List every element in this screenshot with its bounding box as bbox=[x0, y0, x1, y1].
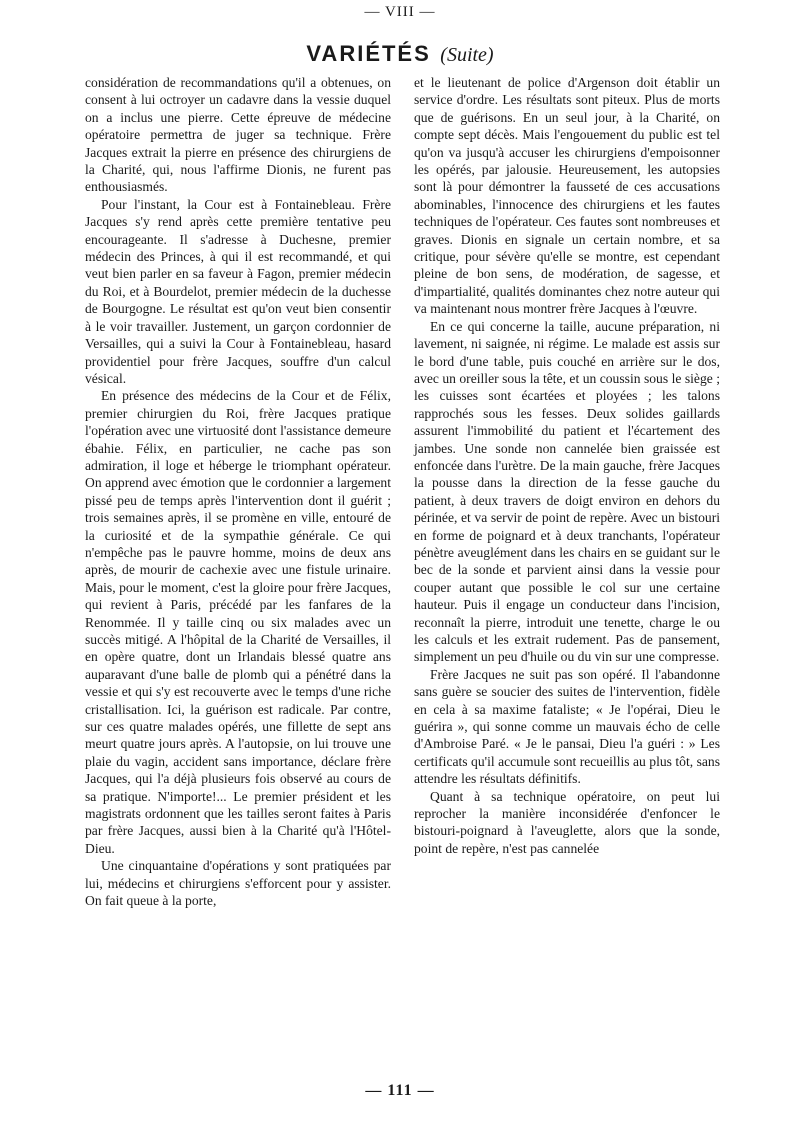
section-title bbox=[0, 42, 800, 67]
section-suite: (Suite) bbox=[440, 44, 494, 66]
paragraph: considération de recommandations qu'il a obtenues, on consent à lui octroyer un cadavre dans la vessie duquel on a inclus une pierre. Cette épreuve de médecine opératoire permettra de juger sa technique. Frère Jacques extrait la pierre en présence des chirurgiens de la Charité, qui, nous l'affirme Dionis, ne furent pas enthousiasmés. bbox=[85, 75, 391, 195]
paragraph: En présence des médecins de la Cour et de Félix, premier chirurgien du Roi, frère Jacques pratique l'opération avec une virtuosité dont l'assistance demeure ébahie. Félix, en particulier, ne cache pas son admiration, il loge et héberge le triomphant opérateur. On apprend avec émotion que le cordonnier a largement pissé peu de temps après l'intervention dont il guérit ; trois semaines après, il se promène en ville, entouré de la curiosité et de la sympathie générale. Ce qui n'empêche pas le pauvre homme, moins de deux ans après, de mourir de cachexie avec une fistule urinaire. Mais, pour le moment, c'est la gloire pour frère Jacques, qui revient à Paris, précédé par les fanfares de la Renommée. Il y taille cinq ou six malades avec un succès mitigé. A l'hôpital de la Charité de Versailles, il en opère quatre, dont un Irlandais blessé quatre ans auparavant d'une balle de plomb qui a pénétré dans la vessie et qui s'y est recouverte avec le temps d'une riche cristallisation. Ici, la guérison est radicale. Par contre, sur ces quatre malades opérés, une fillette de sept ans meurt quatre jours après. A l'autopsie, on lui trouve une plaie du vagin, accident sans importance, déclare frère Jacques, qui l'a déjà plusieurs fois observé au cours de sa pratique. N'importe!... Le premier président et les magistrats ordonnent que les tailles seront faites à Paris par frère Jacques, aussi bien à la Charité qu'à l'Hôtel-Dieu. bbox=[85, 388, 391, 856]
right-column bbox=[414, 74, 720, 857]
paragraph: et le lieutenant de police d'Argenson doit établir un service d'ordre. Les résultats sont piteux. Plus de morts que de guérisons. En un seul jour, à la Charité, on compte sept décès. Mais l'engouement du public est tel qu'on va jusqu'à accuser les chirurgiens d'empoisonner les opérés, par jalousie. Heureusement, les autopsies sont là pour démontrer la fausseté de ces accusations abominables, l'innocence des chirurgiens et les fautes techniques de l'opérateur. Ces fautes sont nombreuses et graves. Dionis en signale un certain nombre, et sa critique, pour sévère qu'elle se montre, est cependant pleine de bon sens, de modération, de sagesse, et d'impartialité, qualités dominantes chez notre auteur qui va maintenant nous montrer frère Jacques à l'œuvre. bbox=[414, 75, 720, 317]
page-number: — 111 — bbox=[365, 1082, 435, 1099]
left-column bbox=[85, 74, 391, 910]
section-name: VARIÉTÉS bbox=[306, 41, 431, 66]
folio-header: — VIII — bbox=[364, 4, 436, 20]
paragraph: Une cinquantaine d'opérations y sont pratiquées par lui, médecins et chirurgiens s'efforcent pour y assister. On fait queue à la porte, bbox=[85, 858, 391, 909]
paragraph: Pour l'instant, la Cour est à Fontainebleau. Frère Jacques s'y rend après cette première tentative peu encourageante. Il s'adresse à Duchesne, premier médecin des Princes, à qui il est recommandé, et qui veut bien parler en sa faveur à Fagon, premier médecin du Roi, et à Bourdelot, premier médecin de la duchesse de Bourgogne. Le résultat est qu'on veut bien consentir à le voir travailler. Justement, un garçon cordonnier de Versailles, qui a suivi la Cour à Fontainebleau, hasard providentiel pour frère Jacques, souffre d'un calcul vésical. bbox=[85, 196, 391, 386]
paragraph: Frère Jacques ne suit pas son opéré. Il l'abandonne sans guère se soucier des suites de l'intervention, fidèle en cela à sa maxime fataliste; « Je l'opérai, Dieu le guérira », qui sonne comme un mauvais écho de celle d'Ambroise Paré. « Je le pansai, Dieu l'a guéri : » Les certificats qu'il accumule sont recueillis au plus tôt, sans attendre les résultats définitifs. bbox=[414, 666, 720, 787]
paragraph: En ce qui concerne la taille, aucune préparation, ni lavement, ni saignée, ni régime. Le malade est assis sur le bord d'une table, puis couché en arrière sur le dos, avec un oreiller sous la tête, et un coussin sous le siège ; les cuisses sont écartées et ployées ; les talons rapprochés sous les fesses. Deux solides gaillards assurent l'immobilité du patient et l'écartement des jambes. Une sonde non cannelée bien graissée est enfoncée dans l'urètre. De la main gauche, frère Jacques la pousse dans la direction de la fesse gauche du patient, à deux travers de doigt environ en dehors du périnée, et va servir de point de repère. Avec un bistouri en forme de poignard et à deux tranchants, l'opérateur pénètre aveuglément dans les chairs en se guidant sur le bec de la sonde et parvient ainsi dans la vessie pour couper autant que possible le col sur une certaine hauteur. Puis il engage un conducteur dans l'incision, reconnaît la pierre, introduit une tenette, charge le ou les calculs et les extrait rudement. Pas de pansement, simplement un peu d'huile ou du vin sur une compresse. bbox=[414, 318, 720, 665]
paragraph: Quant à sa technique opératoire, on peut lui reprocher la manière inconsidérée d'enfoncer le bistouri-poignard à l'aveuglette, alors que la sonde, point de repère, n'est pas cannelée bbox=[414, 788, 720, 856]
